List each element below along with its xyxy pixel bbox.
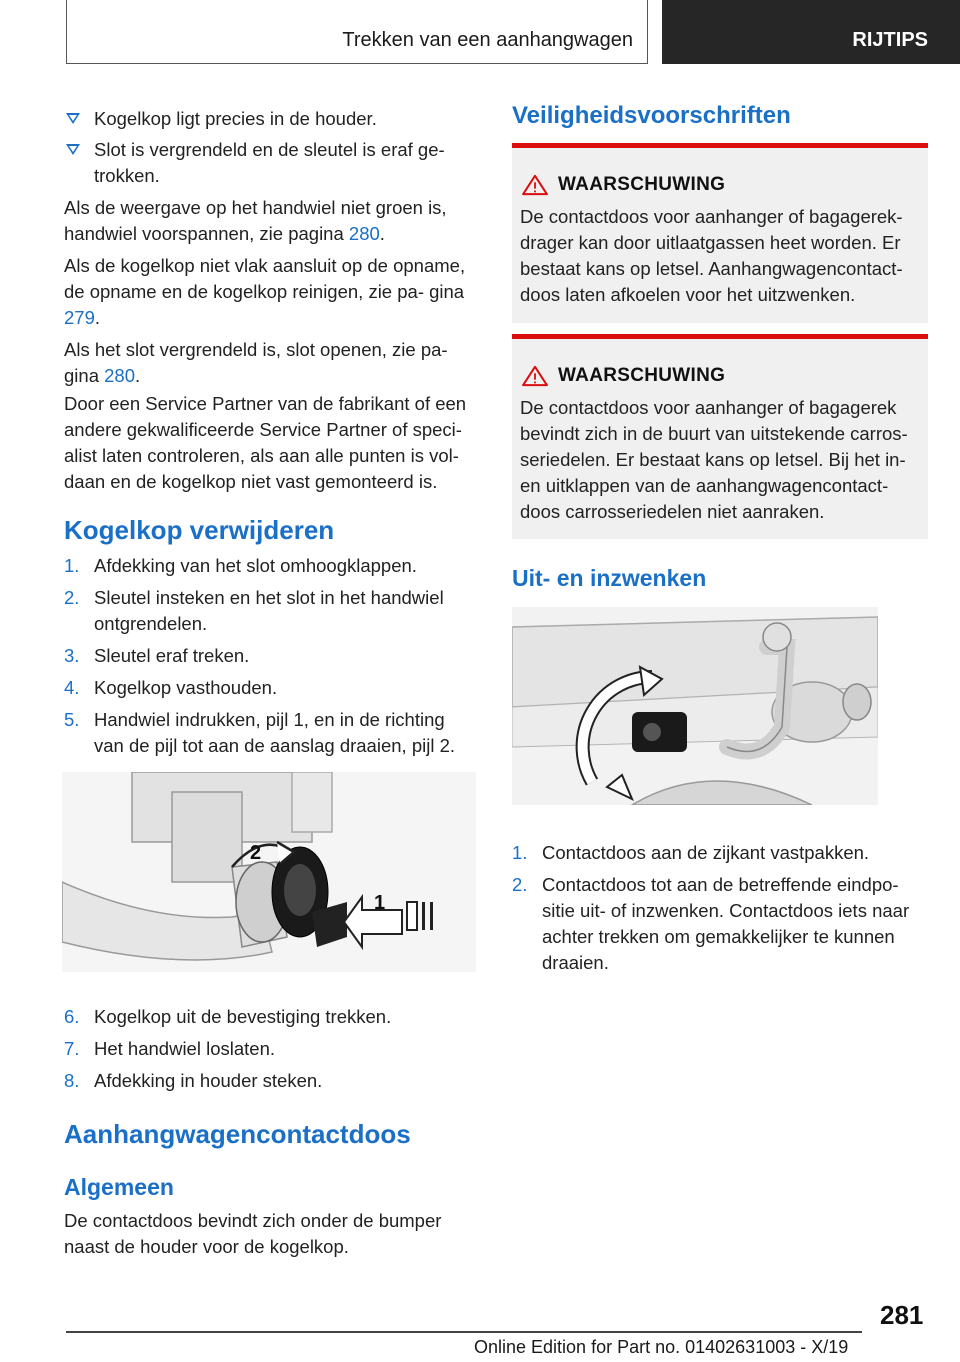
warning-text: De contactdoos voor aanhanger of bagagerek bevindt zich in de buurt van uitstekende carros- seriedelen. Er bestaat kans op letsel. Bij het in- en uitklappen van de aanhangwagencontact- doos carrosseriedelen niet aanraken.	[520, 397, 908, 522]
paragraph: Als de kogelkop niet vlak aansluit op de opname, de opname en de kogelkop reinigen, zie pa- gina 279.	[64, 255, 466, 328]
page-link[interactable]: 280	[348, 223, 380, 244]
warning-text: De contactdoos voor aanhanger of bagagerek- drager kan door uitlaatgassen heet worden. Er bestaat kans op letsel. Aanhangwagencontact- doos laten afkoelen voor het uitzwenken.	[520, 206, 903, 305]
triangle-bullet-icon	[66, 113, 80, 124]
handwheel-illustration-icon	[62, 772, 476, 972]
page-number: 281	[880, 1300, 924, 1330]
warning-box	[512, 334, 928, 539]
paragraph: De contactdoos bevindt zich onder de bumper naast de houder voor de kogelkop.	[64, 1210, 442, 1257]
footer-edition: Online Edition for Part no. 01402631003 - X/19	[474, 1337, 849, 1357]
heading-kogelkop-verwijderen: Kogelkop verwijderen	[64, 515, 335, 545]
warning-title: WAARSCHUWING	[558, 174, 726, 195]
heading-aanhangwagencontactdoos: Aanhangwagencontactdoos	[64, 1119, 411, 1149]
chapter-title: Trekken van een aanhangwagen	[342, 29, 633, 51]
figure-handwheel-illustration	[62, 772, 476, 972]
bullet-continuation: trokken.	[94, 165, 160, 186]
paragraph: Als het slot vergrendeld is, slot openen, zie pa- gina 280.	[64, 339, 448, 386]
warning-triangle-icon	[520, 174, 550, 196]
socket-swing-illustration-icon	[512, 607, 878, 805]
paragraph: Als de weergave op het handwiel niet groen is, handwiel voorspannen, zie pagina 280.	[64, 197, 447, 244]
page-link[interactable]: 280	[104, 365, 135, 386]
section-title: RIJTIPS	[852, 29, 928, 51]
paragraph: Door een Service Partner van de fabrikant of een andere gekwalificeerde Service Partner of speci- alist laten controleren, als aan alle punten is vol- daan en de kogelkop niet vast gemonteerd is.	[64, 393, 467, 492]
page-link[interactable]: 279	[64, 307, 95, 328]
warning-triangle-icon	[520, 365, 550, 387]
warning-title: WAARSCHUWING	[558, 365, 726, 386]
arrow-label-2: 2	[250, 842, 262, 864]
warning-box	[512, 143, 928, 323]
triangle-bullet-icon	[66, 144, 80, 155]
subheading-algemeen: Algemeen	[64, 1174, 174, 1200]
chapter-header	[66, 0, 648, 64]
arrow-label-1: 1	[374, 892, 386, 914]
heading-veiligheidsvoorschriften: Veiligheidsvoorschriften	[512, 102, 791, 129]
figure-socket-illustration	[512, 607, 878, 805]
section-header	[662, 0, 960, 64]
heading-uit-en-inzwenken: Uit- en inzwenken	[512, 565, 707, 591]
footer-divider	[66, 1331, 862, 1333]
